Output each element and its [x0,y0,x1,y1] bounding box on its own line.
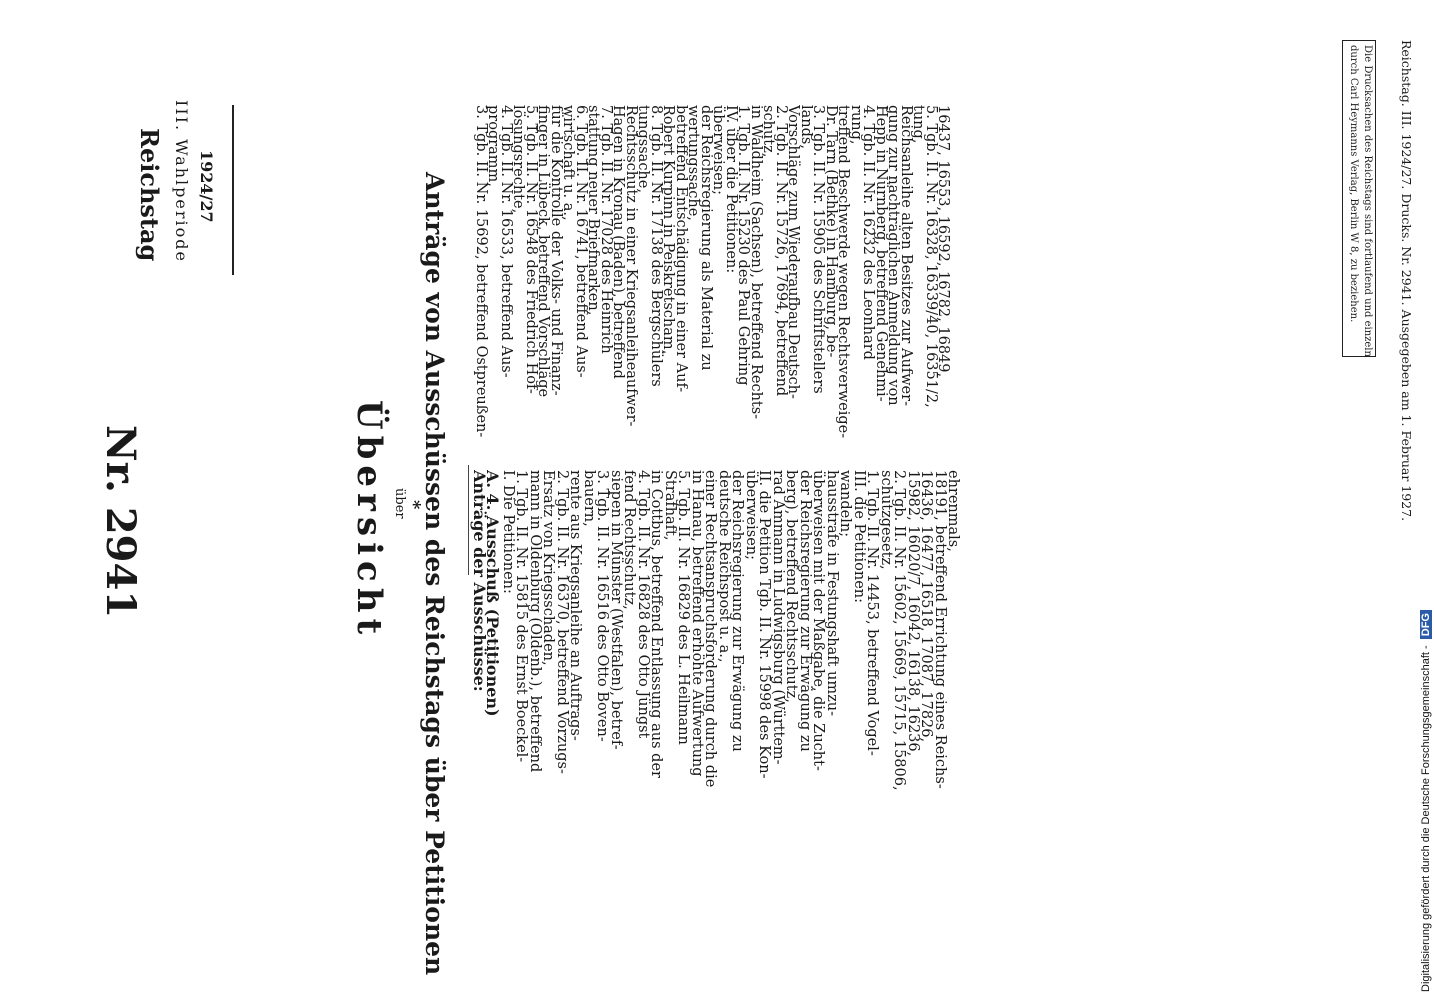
right-column-line: überweisen; [710,105,727,196]
left-column-line: 2. Tgb. II. Nr. 16370, betreffend Vorzugs- [554,470,570,774]
left-column-line: schutzgesetz, [878,470,894,570]
reichstag-label: Reichstag [135,128,164,262]
right-column-line: 5. Tgb. II. Nr. 16328, 16339/40, 16351/2, [923,105,939,408]
footer-box [1342,40,1376,357]
dfg-badge: DFG [1420,610,1432,639]
document-number: Nr. 2941 [97,425,144,619]
left-column-line: hausstrafe in Festungshaft umzu- [824,470,840,717]
right-column-line: 1. Tgb. II. Nr. 15230 des Paul Gehring [735,105,752,386]
right-column-line: wirtschaft u. a., [560,105,577,221]
left-column-line: deutsche Reichspost u. a., [716,470,732,663]
left-column-line: ehrenmals, [945,470,962,552]
right-column-line: lösungsrechte, [510,105,527,214]
left-column-line: 1. Tgb. II. Nr. 15815 des Ernst Boeckel- [513,470,530,763]
dfg-credit-text: Digitalisierung gefördert durch die Deutsche Forschungsgemeinschaft - [1420,645,1432,992]
left-column-line: 4. Tgb. II. Nr. 16828 des Otto Jüngst [635,470,651,739]
right-column-line: finger in Lübeck, betreffend Vorschläge [535,105,552,398]
footer-box-line2: durch Carl Heymanns Verlag, Berlin W 8, zu beziehen. [1348,45,1359,323]
right-column-line: rung, [848,105,864,145]
left-column-line: berg), betreffend Rechtsschutz, [783,470,800,703]
title-ueber: über [392,488,407,519]
right-column-line: 6. Tgb. II. Nr. 16741, betreffend Aus- [573,105,589,378]
left-column-line: 16436, 16477, 16518, 17087, 17826, [918,470,935,743]
left-column-line: mann in Oldenburg (Oldenb.), betreffend [527,470,543,773]
left-column-line: überweisen mit der Maßgabe, die Zucht- [810,470,827,771]
right-column-line: gung zur nachträglichen Anmeldung von [885,105,902,406]
left-column-line: bauern, [581,470,597,527]
left-column-line: der Reichsregierung zur Erwägung zu [729,470,746,752]
left-column-line: in Hanau, betreffend erhöhte Aufwertung [689,470,705,777]
right-column-line: Dr. Tarn (Bethke) in Hamburg, be- [823,105,839,358]
left-column-line: A. 4. Ausschuß (Petitionen) [483,470,503,717]
right-column-line: Rechtsschutz in einer Kriegsanleiheaufwer- [623,105,639,427]
left-column-line: 1. Tgb. II. Nr. 14453, betreffend Vogel- [864,470,881,756]
left-column-line: 15982, 16020/7, 16042, 16138, 16236, [905,470,921,757]
right-column-line: 3. Tgb. II. Nr. 15905 des Schriftstellers [810,105,827,394]
right-column-line: in Waldheim (Sachsen), betreffend Rechts- [748,105,764,420]
right-column-line: IV. über die Petitionen: [723,105,739,274]
right-column-line: 16437, 16553, 16592, 16782, 16849, [935,105,952,378]
title-main: Übersicht [349,400,389,641]
right-column-line: 8. Tgb. II. Nr. 17138 des Bergschülers [648,105,664,387]
title-sub: Anträge von Ausschüssen des Reichstags über Petitionen [420,172,449,976]
left-column-line: 18191, betreffend Errichtung eines Reichs- [932,470,948,789]
footer-asterisk: * [403,500,424,510]
dfg-credit [1420,610,1432,992]
right-column-line: 3. Tgb. II. Nr. 15692, betreffend Ostpreußen- [473,105,489,438]
right-column-line: 2. Tgb. II. Nr. 15726, 17694, betreffend [773,105,789,397]
left-column-line: fend Rechtsschutz, [621,470,638,610]
left-column-line: 3. Tgb. II. Nr. 16516 des Otto Boven- [594,470,611,742]
right-column-line: programm, [485,105,502,187]
left-column-line: überweisen; [743,470,759,561]
right-column-line: 7. Tgb. II. Nr. 17028 des Heinrich [598,105,614,354]
right-column-line: tung, [910,105,927,144]
left-column-line: in Cottbus, betreffend Entlassung aus der [648,470,665,778]
right-column-line: für die Kontrolle der Volks- und Finanz- [548,105,564,396]
footer-box-line1: Die Drucksachen des Reichstags sind fortlaufend und einzeln [1362,45,1373,357]
left-column-line: Strafhaft, [662,470,678,541]
right-column-line: treffend Beschwerde wegen Rechtsverweige- [835,105,852,439]
period-years: 1924/27 [197,150,216,223]
left-column-line: wandeln; [837,470,854,538]
left-column-line: I. Die Petitionen: [500,470,516,594]
right-column-line: Reichsanleihe alten Besitzes zur Aufwer- [898,105,914,406]
right-column-line: lands, [798,105,814,149]
right-column-line: tungssache, [635,105,652,193]
left-column-line: einer Rechtsanspruchsforderung durch die [702,470,719,788]
left-column-line: 2. Tgb. II. Nr. 15602, 15669, 15715, 15806, [891,470,908,791]
right-column-line: Hagen in Kronau (Baden), betreffend [610,105,627,379]
right-column-line: Vorschläge zum Wiederaufbau Deutsch- [785,105,802,399]
footer-line: Reichstag. III. 1924/27. Drucks. Nr. 2941. Ausgegeben am 1. Februar 1927. [1399,40,1414,522]
left-column-line: Anträge der Ausschüsse: [470,470,489,692]
right-column-line: der Reichsregierung als Material zu [698,105,714,371]
right-column-line: 4. Tgb. II. Nr. 16533, betreffend Aus- [498,105,514,378]
right-column-line: Robert Kurpinn in Peiskretscham, [660,105,677,355]
right-column-line: 5. Tgb. II. Nr. 16548 des Friedrich Hof- [523,105,539,394]
header-rule [232,105,234,275]
left-column-line: rad Ammann in Ludwigsburg (Württem- [770,470,786,765]
right-column-line: Hepp in Nürnberg, betreffend Genehmi- [873,105,889,402]
left-column-line: II. die Petition Tgb. II. Nr. 15998 des Kon- [756,470,773,779]
left-column-line: siepen in Münster (Westfalen), betref- [608,470,624,750]
left-column-line: III. die Petitionen: [851,470,867,603]
right-column-line: schutz, [760,105,777,158]
left-column-line: Ersatz von Kriegsschaden, [540,470,557,666]
right-column-line: stattung neuer Briefmarken, [585,105,602,316]
left-column-line: rente aus Kriegsanleihe an Auftrags- [567,470,584,741]
wahlperiode-label: III. Wahlperiode [172,100,191,263]
right-column-line: wertungssache, [685,105,702,221]
right-column-line: betreffend Entschädigung in einer Auf- [673,105,689,393]
left-column-line: 5. Tgb. II. Nr. 16829 des L. Heilmann [675,470,692,745]
right-column-line: 4. Tgb. II. Nr. 16232 des Leonhard [860,105,877,360]
left-column-line: der Reichsregierung zur Erwägung zu [797,470,813,752]
